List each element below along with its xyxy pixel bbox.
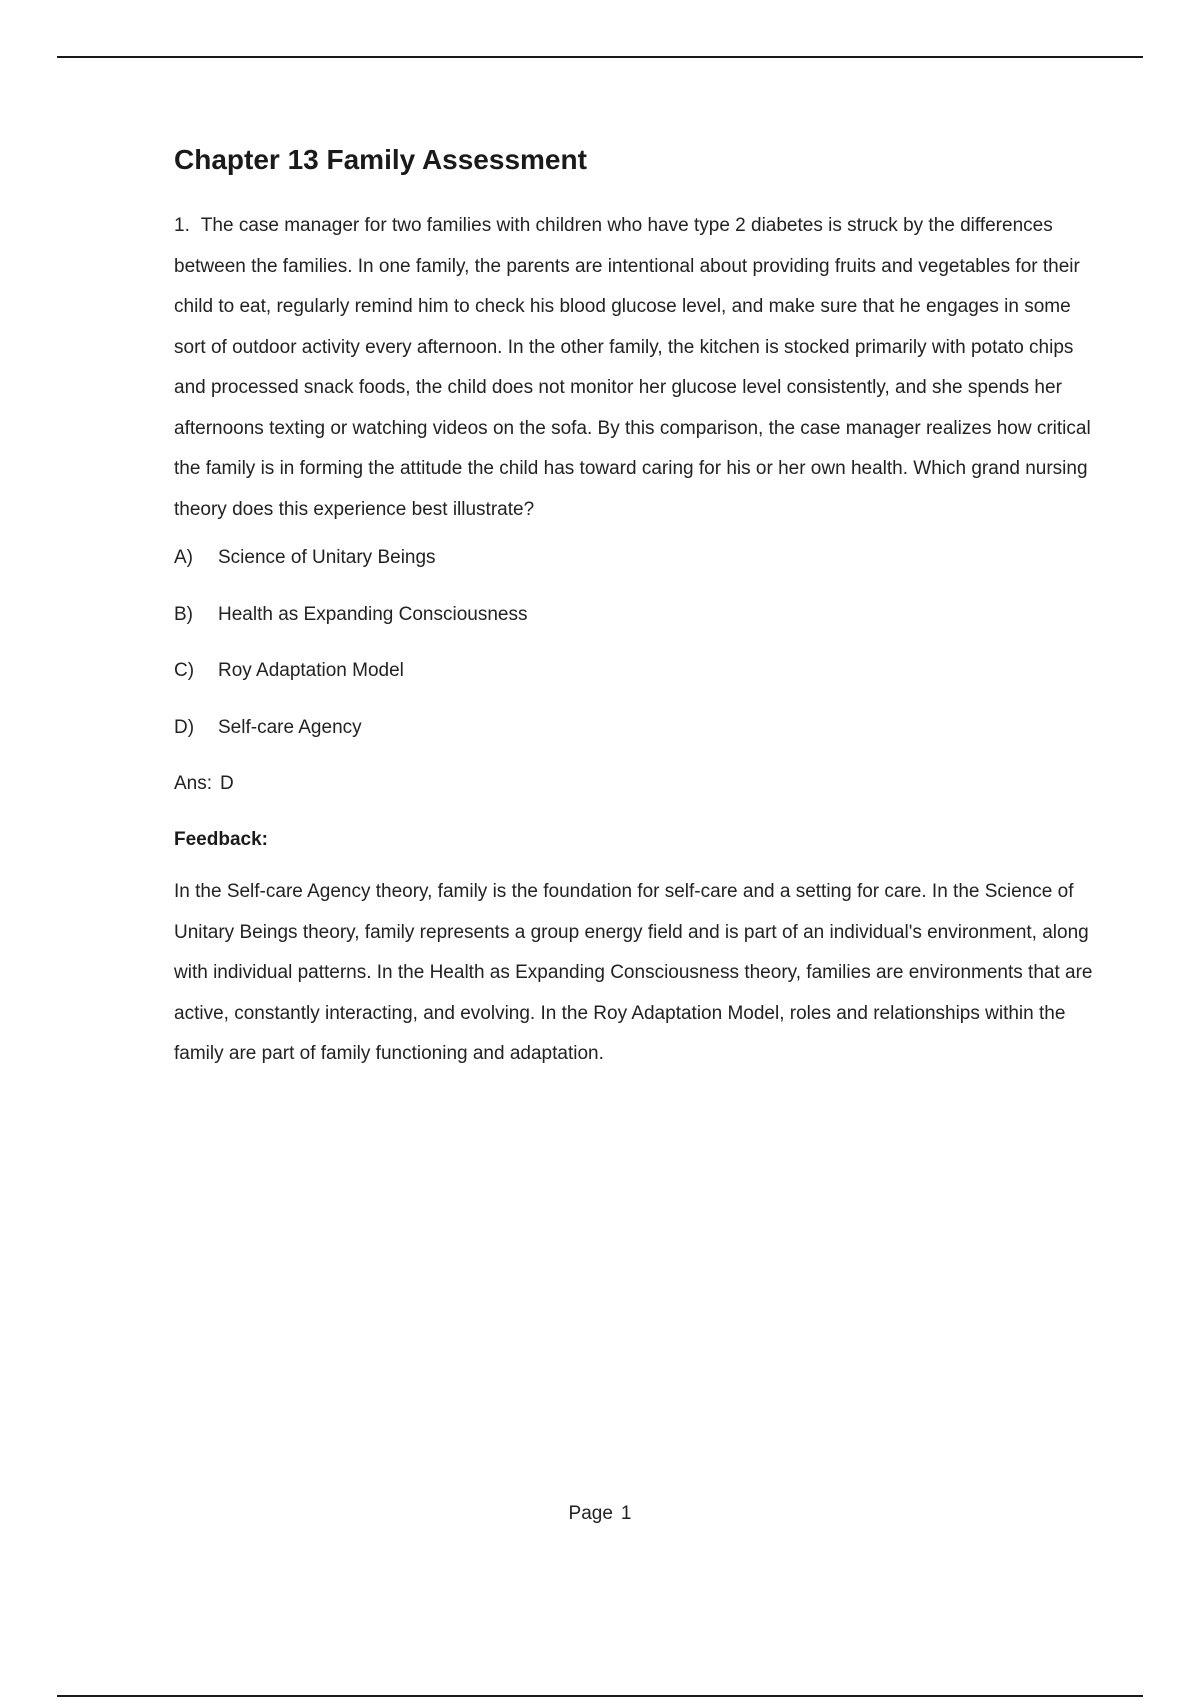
- option-letter: C): [174, 660, 195, 681]
- feedback-heading: Feedback:: [174, 829, 268, 850]
- answer-value: D: [220, 773, 234, 794]
- option-b: [174, 603, 1094, 627]
- page-label: Page: [568, 1503, 613, 1524]
- option-d: [174, 716, 1094, 740]
- question-text: The case manager for two families with children who have type 2 diabetes is struck by the differences between the families. In one family, the parents are intentional about providing fruits and vegetables for their child to eat, regularly remind him to check his blood glucose level, and make sure that he engages in some sort of outdoor activity every afternoon. In the other family, the kitchen is stocked primarily with potato chips and processed snack foods, the child does not monitor her glucose level consistently, and she spends her afternoons texting or watching videos on the sofa. By this comparison, the case manager realizes how critical the family is in forming the attitude the child has toward caring for his or her own health. Which grand nursing theory does this experience best illustrate?: [174, 215, 1091, 520]
- answer-options: [174, 546, 1094, 740]
- page-number: 1: [620, 1503, 632, 1524]
- feedback-text: In the Self-care Agency theory, family is the foundation for self-care and a setting for care. In the Science of Unitary Beings theory, family represents a group energy field and is part of an individual's environment, along with individual patterns. In the Health as Expanding Consciousness theory, families are environments that are active, constantly interacting, and evolving. In the Roy Adaptation Model, roles and relationships within the family are part of family functioning and adaptation.: [174, 881, 1093, 1064]
- option-letter: B): [174, 603, 193, 625]
- option-letter: A): [174, 547, 193, 568]
- header-rule: [57, 56, 1143, 58]
- answer-key: [174, 772, 1094, 796]
- option-text: Self-care Agency: [218, 716, 362, 738]
- option-text: Science of Unitary Beings: [218, 547, 436, 568]
- option-text: Roy Adaptation Model: [218, 660, 404, 681]
- document-body: [174, 138, 1094, 1094]
- option-c: [174, 659, 1094, 683]
- page-footer: [0, 1502, 1200, 1526]
- option-letter: D): [174, 716, 195, 738]
- answer-label: Ans:: [174, 773, 213, 794]
- chapter-title: Chapter 13 Family Assessment: [174, 144, 587, 175]
- footer-rule: [57, 1695, 1143, 1697]
- option-text: Health as Expanding Consciousness: [218, 603, 528, 625]
- question-stem: [174, 206, 1094, 530]
- question-number: 1.: [174, 215, 190, 236]
- option-a: [174, 546, 1094, 570]
